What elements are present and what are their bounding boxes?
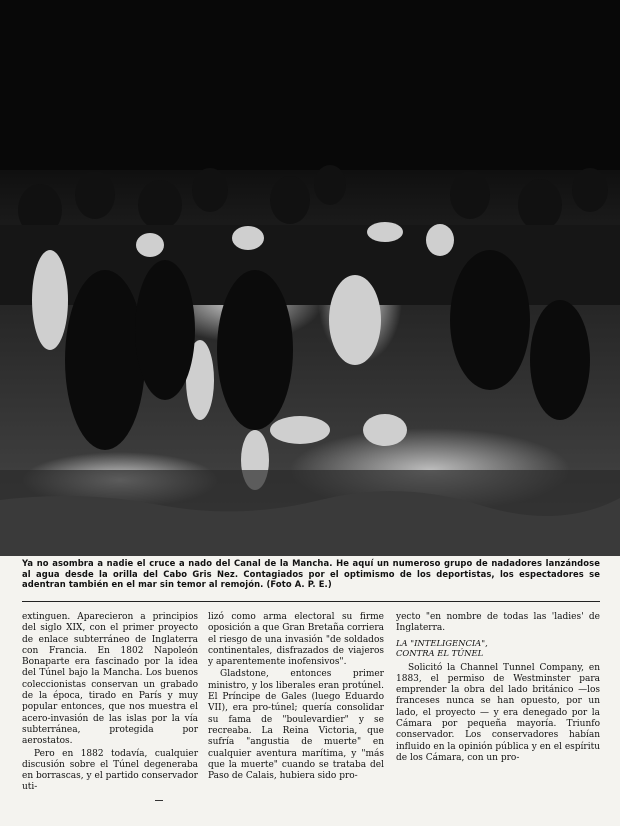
paragraph: yecto "en nombre de todas las 'ladies' de Inglaterra. — [396, 612, 600, 634]
article-column-3 — [396, 612, 600, 765]
article-column-2 — [208, 612, 384, 783]
paragraph: Gladstone, entonces primer ministro, y los liberales eran protúnel. El Príncipe de Gales (luego Eduardo VII), era pro-túnel; quería consolidar su fama de "boulevardier" y se recreaba. La Reina Victoria, que sufría "angustia de muerte" en cualquier aventura marítima, y "más que la muerte" cuando se trataba del Paso de Calais, hubiera sido pro- — [208, 669, 384, 782]
article-column-1 — [22, 612, 198, 795]
paragraph: Solicitó la Channel Tunnel Company, en 1883, el permiso de Westminster para emprender la obra del lado británico —los franceses nunca se han opuesto, por un lado, el proyecto — y era denegado por la Cámara por pequeña mayoría. Triunfo conservador. Los conservadores habían influido en la opinión pública y en el espíritu de los Cámara, con un pro- — [396, 662, 600, 763]
page-mark — [155, 800, 163, 801]
subheading-line: LA "INTELIGENCIA", — [396, 637, 488, 648]
photo-caption: Ya no asombra a nadie el cruce a nado del Canal de la Mancha. He aquí un numeroso grupo de nadadores lanzándose al agua desde la orilla del Cabo Gris Nez. Contagiados por el optimismo de los deportistas, los espectadores se adentran también en el mar sin temor al remojón. (Foto A. P. E.) — [22, 558, 600, 590]
subheading-line: CONTRA EL TÚNEL — [396, 648, 484, 659]
caption-divider — [22, 601, 600, 602]
paragraph: lizó como arma electoral su firme oposición a que Gran Bretaña corriera el riesgo de una invasión "de soldados continentales, disfrazados de viajeros y aparentemente inofensivos". — [208, 612, 384, 668]
paragraph: Pero en 1882 todavía, cualquier discusión sobre el Túnel degeneraba en borrascas, y el partido conservador uti- — [22, 748, 198, 793]
section-subheading — [396, 638, 600, 659]
paragraph: extinguen. Aparecieron a principios del siglo XIX, con el primer proyecto de enlace subterráneo de Inglaterra con Francia. En 1802 Napoleón Bonaparte era fascinado por la idea del Túnel bajo la Mancha. Los buenos coleccionistas conservan un grabado de la época, tirado en París y muy popular entonces, que nos muestra el acero-invasión de las islas por la vía subterránea, protegida por aerostatos. — [22, 612, 198, 747]
